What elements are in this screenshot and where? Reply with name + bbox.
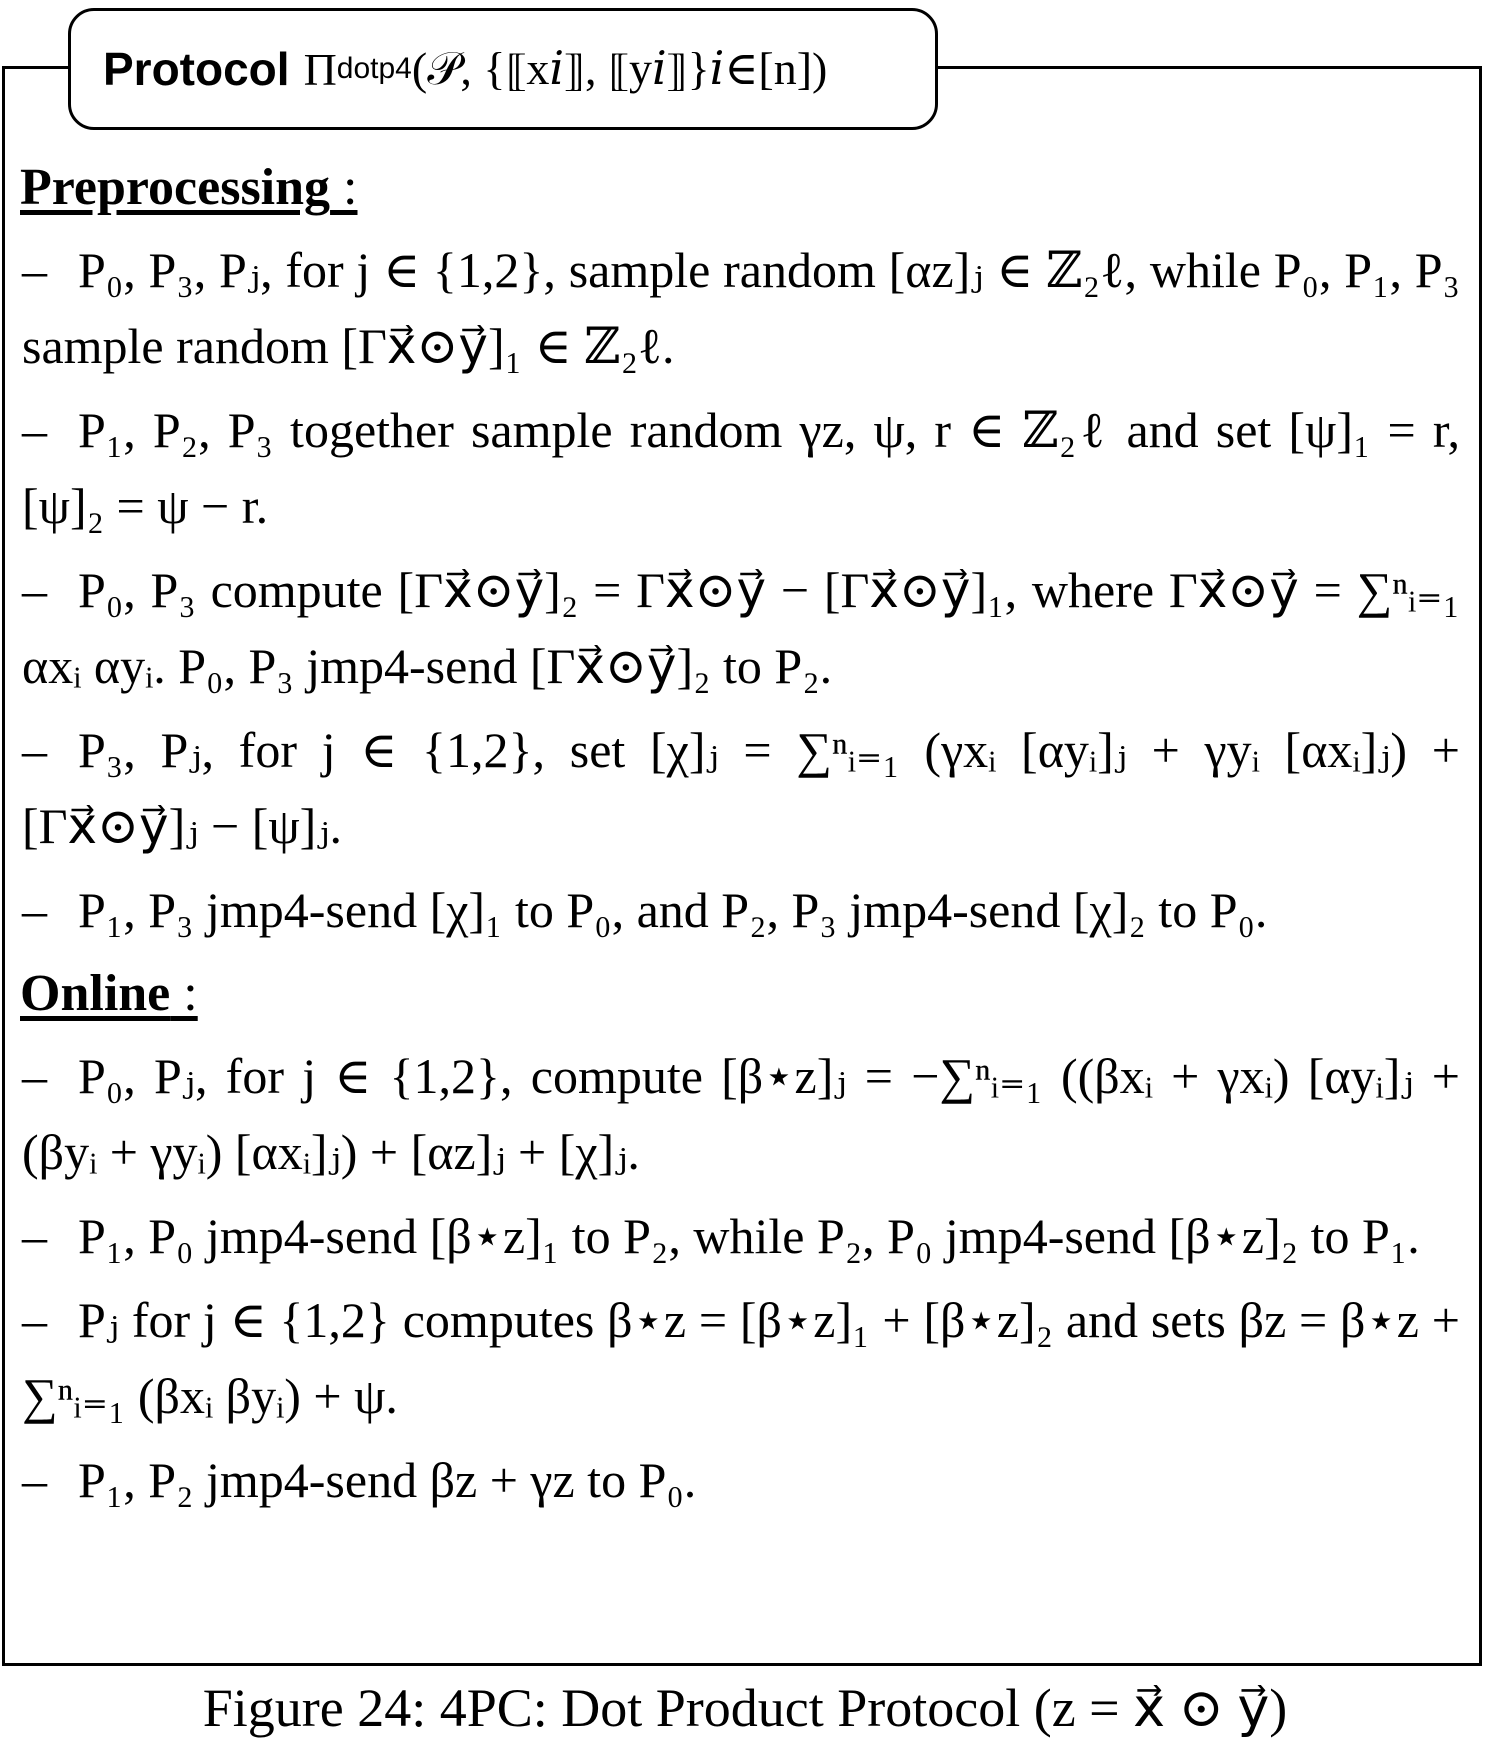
protocol-keyword: Protocol	[103, 43, 290, 95]
step-text: P₀, P₃ compute [Γx⃗⊙y⃗]₂ = Γx⃗⊙y⃗ − [Γx⃗⊙y⃗]₁, where Γx⃗⊙y⃗ = ∑ⁿᵢ₌₁ αxᵢ αyᵢ. P₀, P₃ jmp4-send [Γx⃗⊙y⃗]₂ to P₂.	[22, 562, 1460, 694]
online-heading	[20, 956, 1460, 1032]
preprocessing-colon: :	[330, 159, 358, 216]
protocol-subscript: dotp4	[336, 52, 412, 85]
step-text: P₁, P₃ jmp4-send [χ]₁ to P₀, and P₂, P₃ jmp4-send [χ]₂ to P₀.	[78, 882, 1268, 938]
preprocessing-step: – P₀, P₃ compute [Γx⃗⊙y⃗]₂ = Γx⃗⊙y⃗ − [Γx⃗⊙y⃗]₁, where Γx⃗⊙y⃗ = ∑ⁿᵢ₌₁ αxᵢ αyᵢ. P₀, P₃ jmp4-send [Γx⃗⊙y⃗]₂ to P₂.	[22, 562, 1460, 694]
online-heading-text: Online	[20, 965, 171, 1022]
online-step: – P₀, Pⱼ, for j ∈ {1,2}, compute [β⋆z]ⱼ = −∑ⁿᵢ₌₁ ((βxᵢ + γxᵢ) [αyᵢ]ⱼ + (βyᵢ + γyᵢ) [αxᵢ]ⱼ) + [αz]ⱼ + [χ]ⱼ.	[22, 1048, 1460, 1180]
preprocessing-step: – P₁, P₃ jmp4-send [χ]₁ to P₀, and P₂, P₃ jmp4-send [χ]₂ to P₀.	[22, 882, 1268, 938]
step-text: P₀, P₃, Pⱼ, for j ∈ {1,2}, sample random [αz]ⱼ ∈ ℤ₂ℓ, while P₀, P₁, P₃ sample random [Γx⃗⊙y⃗]₁ ∈ ℤ₂ℓ.	[22, 242, 1460, 374]
online-colon: :	[170, 965, 198, 1022]
step-text: Pⱼ for j ∈ {1,2} computes β⋆z = [β⋆z]₁ + [β⋆z]₂ and sets βz = β⋆z + ∑ⁿᵢ₌₁ (βxᵢ βyᵢ) + ψ.	[22, 1292, 1460, 1424]
figure-caption: Figure 24: 4PC: Dot Product Protocol (z = x⃗ ⊙ y⃗)	[202, 1678, 1288, 1738]
preprocessing-heading	[20, 150, 1460, 226]
step-text: P₃, Pⱼ, for j ∈ {1,2}, set [χ]ⱼ = ∑ⁿᵢ₌₁ (γxᵢ [αyᵢ]ⱼ + γyᵢ [αxᵢ]ⱼ) + [Γx⃗⊙y⃗]ⱼ − [ψ]ⱼ.	[22, 722, 1460, 854]
online-step: – P₁, P₂ jmp4-send βz + γz to P₀.	[22, 1452, 697, 1508]
step-text: P₀, Pⱼ, for j ∈ {1,2}, compute [β⋆z]ⱼ = −∑ⁿᵢ₌₁ ((βxᵢ + γxᵢ) [αyᵢ]ⱼ + (βyᵢ + γyᵢ) [αxᵢ]ⱼ) + [αz]ⱼ + [χ]ⱼ.	[22, 1048, 1460, 1180]
preprocessing-step: – P₃, Pⱼ, for j ∈ {1,2}, set [χ]ⱼ = ∑ⁿᵢ₌₁ (γxᵢ [αyᵢ]ⱼ + γyᵢ [αxᵢ]ⱼ) + [Γx⃗⊙y⃗]ⱼ − [ψ]ⱼ.	[22, 722, 1460, 854]
protocol-body	[20, 150, 1460, 1526]
step-text: P₁, P₂ jmp4-send βz + γz to P₀.	[78, 1452, 697, 1508]
protocol-pi: Π	[303, 43, 337, 95]
preprocessing-step: – P₀, P₃, Pⱼ, for j ∈ {1,2}, sample random [αz]ⱼ ∈ ℤ₂ℓ, while P₀, P₁, P₃ sample random [Γx⃗⊙y⃗]₁ ∈ ℤ₂ℓ.	[22, 242, 1460, 374]
preprocessing-heading-text: Preprocessing	[20, 159, 331, 216]
preprocessing-step: – P₁, P₂, P₃ together sample random γz, ψ, r ∈ ℤ₂ℓ and set [ψ]₁ = r, [ψ]₂ = ψ − r.	[22, 402, 1460, 534]
step-text: P₁, P₀ jmp4-send [β⋆z]₁ to P₂, while P₂, P₀ jmp4-send [β⋆z]₂ to P₁.	[78, 1208, 1420, 1264]
protocol-params: (𝒫, {⟦x𝑖⟧, ⟦y𝑖⟧}𝑖∈[n])	[411, 43, 828, 94]
protocol-title	[68, 8, 938, 130]
step-text: P₁, P₂, P₃ together sample random γz, ψ, r ∈ ℤ₂ℓ and set [ψ]₁ = r, [ψ]₂ = ψ − r.	[22, 402, 1460, 534]
online-step: – P₁, P₀ jmp4-send [β⋆z]₁ to P₂, while P₂, P₀ jmp4-send [β⋆z]₂ to P₁.	[22, 1208, 1420, 1264]
online-step: – Pⱼ for j ∈ {1,2} computes β⋆z = [β⋆z]₁ + [β⋆z]₂ and sets βz = β⋆z + ∑ⁿᵢ₌₁ (βxᵢ βyᵢ) + ψ.	[22, 1292, 1460, 1424]
